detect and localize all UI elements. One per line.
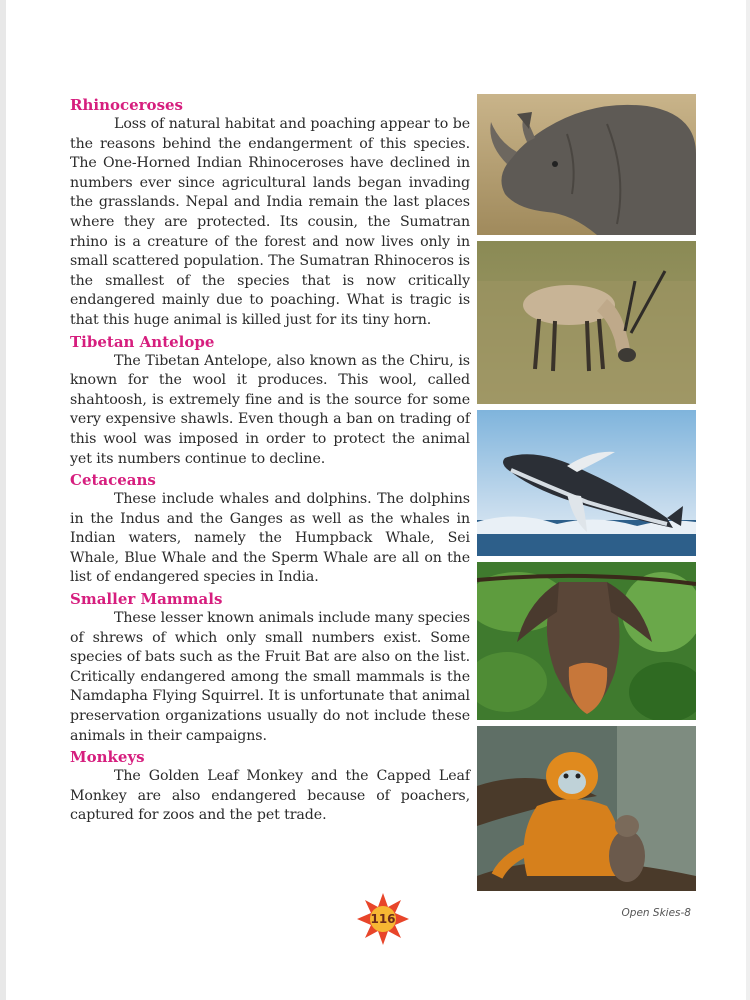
paragraph-smaller-mammals: These lesser known animals include many species of shrews of which only small numbers exist. Some species of bats such as the Fruit Bat are also on the list. Critically endangered among the small mammals is the Namdapha Flying Squirrel. It is unfortunate that animal preservation organizations usually do not include these animals in their campaigns. (70, 610, 470, 744)
paragraph-cetaceans: These include whales and dolphins. The dolphins in the Indus and the Ganges as well as the whales in Indian waters, namely the Humpback Whale, Sei Whale, Blue Whale and the Sperm Whale are all on the list of endangered species in India. (70, 491, 470, 586)
heading-smaller-mammals: Smaller Mammals (70, 590, 223, 609)
page-number-badge (356, 892, 410, 946)
humpback-whale-photo (477, 410, 696, 556)
rhinoceros-photo (477, 94, 696, 235)
heading-tibetan-antelope: Tibetan Antelope (70, 332, 215, 351)
paragraph-rhinoceroses: Loss of natural habitat and poaching appear to be the reasons behind the endangerment of this species. The One-Horned Indian Rhinoceroses have declined in numbers ever since agricultural lands began invading the grasslands. Nepal and India remain the last places where they are protected. Its cousin, the Sumatran rhino is a creature of the forest and now lives only in small scattered population. The Sumatran Rhinoceros is the smallest of the species that is now critically endangered mainly due to poaching. What is tragic is that this huge animal is killed just for its tiny horn. (70, 116, 470, 328)
text-column (70, 95, 470, 827)
heading-rhinoceroses: Rhinoceroses (70, 96, 183, 114)
tibetan-antelope-photo (477, 241, 696, 404)
paragraph-tibetan-antelope: The Tibetan Antelope, also known as the Chiru, is known for the wool it produces. This wool, called shahtoosh, is extremely fine and is the source for some very expensive shawls. Even though a ban on trading of this wool was imposed in order to protect the animal yet its numbers continue to decline. (70, 352, 470, 467)
heading-cetaceans: Cetaceans (70, 471, 156, 490)
page-number: 116 (370, 912, 396, 926)
heading-monkeys: Monkeys (70, 748, 145, 767)
photo-column (477, 94, 696, 897)
paragraph-monkeys: The Golden Leaf Monkey and the Capped Leaf Monkey are also endangered because of poachers, captured for zoos and the pet trade. (70, 768, 470, 824)
golden-monkey-photo (477, 726, 696, 891)
book-title-footer: Open Skies-8 (621, 907, 691, 919)
fruit-bat-photo (477, 562, 696, 720)
